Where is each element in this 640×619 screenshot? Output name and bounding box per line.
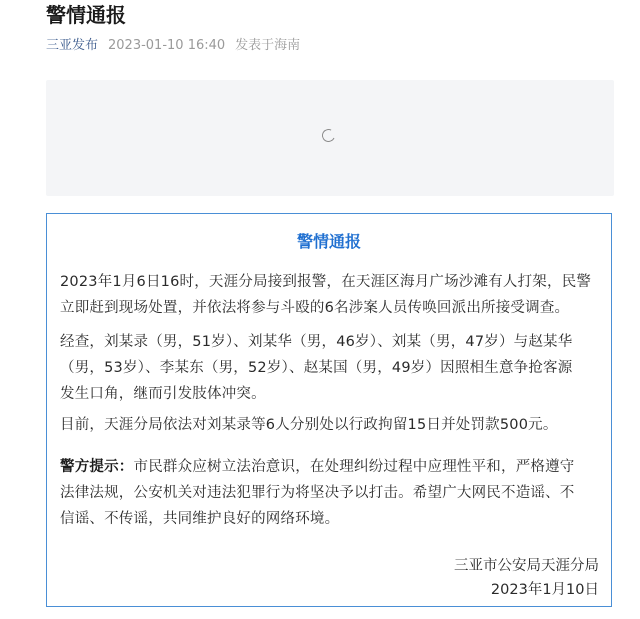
- publish-location: 发表于海南: [235, 38, 301, 53]
- notice-paragraph-4: [60, 454, 600, 532]
- notice-paragraph-2: 经查，刘某录（男，51岁）、刘某华（男，46岁）、刘某（男，47岁）与赵某华 （男，53岁）、李某东（男，52岁）、赵某国（男，49岁）因照相生意争抢客源 发生口角，继而引发肢体冲突。: [60, 334, 573, 402]
- notice-paragraph-3: 目前，天涯分局依法对刘某录等6人分别处以行政拘留15日并处罚款500元。: [60, 417, 558, 433]
- notice-box: [46, 213, 612, 607]
- article-meta: [46, 36, 300, 56]
- notice-heading: 警情通报: [296, 232, 361, 251]
- signature: [454, 554, 599, 602]
- signature-org: 三亚市公安局天涯分局: [454, 558, 599, 574]
- publish-time: 2023-01-10 16:40: [108, 38, 226, 53]
- signature-date: 2023年1月10日: [490, 582, 599, 598]
- warning-text: 市民群众应树立法治意识，在处理纠纷过程中应理性平和，严格遵守 法律法规，公安机关对违法犯罪行为将坚决予以打击。希望广大网民不造谣、不 信谣、不传谣，共同维护良好的网络环境。: [60, 459, 575, 527]
- page-title: 警情通报: [46, 3, 126, 27]
- notice-paragraph-1: 2023年1月6日16时，天涯分局接到报警，在天涯区海月广场沙滩有人打架，民警 立即赶到现场处置，并依法将参与斗殴的6名涉案人员传唤回派出所接受调查。: [60, 274, 592, 316]
- warning-label: 警方提示：: [60, 459, 134, 475]
- author-link[interactable]: 三亚发布: [46, 38, 99, 53]
